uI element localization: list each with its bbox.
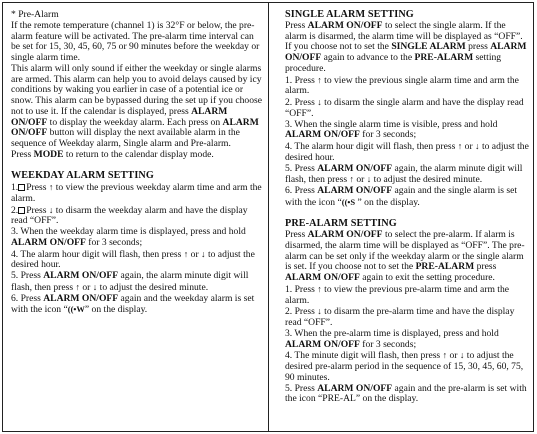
column-divider	[268, 2, 269, 432]
down-arrow-icon: ↓	[317, 97, 322, 107]
weekday-step-1: 1. Press ↑ to view the previous weekday alarm time and arm the alarm.	[11, 182, 262, 204]
prealarm-note-title: * Pre-Alarm	[11, 9, 59, 20]
weekday-step-3: 3. When the weekday alarm time is displayed, press and hold ALARM ON/OFF for 3 seconds;	[11, 226, 246, 248]
right-column	[285, 10, 529, 405]
prealarm-step-2: 2. Press ↓ to disarm the pre-alarm time and have the display read “OFF”.	[285, 306, 515, 328]
single-heading: SINGLE ALARM SETTING	[285, 9, 414, 20]
up-arrow-icon: ↑	[48, 182, 54, 192]
down-arrow-icon: ↓	[92, 281, 98, 292]
left-column	[11, 10, 262, 316]
prealarm-note-detail: This alarm will only sound if either the weekday or single alarms are armed. This alarm can help you to avoid delays caused by icy conditions by waking you earlier in case of a potential ice or snow. This alarm can be bypassed during the set up if you choose not to use it. If the calendar is displayed, press ALARM ON/OFF to display the weekday alarm. Each press on ALARM ON/OFF button will display the next available alarm in the sequence of Weekday alarm, Single alarm and Pre-alarm.	[11, 62, 262, 149]
prealarm-step-3: 3. When the pre-alarm time is displayed, press and hold ALARM ON/OFF for 3 seconds;	[285, 327, 499, 350]
weekday-step-4: 4. The alarm hour digit will flash, then press ↑ or ↓ to adjust the desired hour.	[11, 248, 255, 271]
down-arrow-icon: ↓	[475, 141, 480, 151]
weekday-step-5: 5. Press ALARM ON/OFF again, the alarm minute digit will flash, then press ↑ or ↓ to adjust the desired minute.	[11, 270, 249, 293]
down-arrow-icon: ↓	[366, 174, 372, 185]
prealarm-note-body: If the remote temperature (channel 1) is 32°F or below, the pre-alarm feature will be activated. The pre-alarm time interval can be set for 15, 30, 45, 60, 75 or 90 minutes before the weekday or single alarm time.	[11, 19, 260, 63]
up-arrow-icon: ↑	[457, 141, 463, 151]
weekday-step-2: 2. Press ↓ to disarm the weekday alarm and have the display read “OFF”.	[11, 204, 248, 227]
single-step-3: 3. When the single alarm time is visible, press and hold ALARM ON/OFF for 3 seconds;	[285, 118, 498, 141]
checkbox-icon	[18, 207, 25, 214]
down-arrow-icon: ↓	[48, 204, 54, 215]
single-step-4: 4. The alarm hour digit will flash, then press ↑ or ↓ to adjust the desired hour.	[285, 141, 529, 163]
up-arrow-icon: ↑	[349, 174, 354, 185]
up-arrow-icon: ↑	[317, 74, 322, 85]
down-arrow-icon: ↓	[459, 350, 465, 361]
prealarm-intro: Press ALARM ON/OFF to select the pre-alarm. If alarm is disarmed, the alarm time will be displayed as “OFF”. The pre-alarm can be set only if the weekday alarm or the single alarm is set. If you choose not to set the PRE-ALARM press ALARM ON/OFF again to exit the setting procedure.	[285, 229, 525, 283]
prealarm-step-5: 5. Press ALARM ON/OFF again and the pre-alarm is set with the icon “PRE-AL” on the display.	[285, 382, 527, 405]
single-intro: Press ALARM ON/OFF to select the single alarm. If the alarm is disarmed, the alarm time will be displayed as “OFF”. If you choose not to set the SINGLE ALARM press ALARM ON/OFF again to advance to the PRE-ALARM setting procedure.	[285, 19, 527, 74]
up-arrow-icon: ↑	[75, 281, 80, 292]
up-arrow-icon: ↑	[183, 248, 189, 259]
single-step-6: 6. Press ALARM ON/OFF again and the single alarm is set with the icon “((•S ” on the display.	[285, 185, 518, 208]
prealarm-note-mode: Press MODE to return to the calendar display mode.	[11, 148, 214, 160]
checkbox-icon	[18, 184, 25, 191]
up-arrow-icon: ↑	[317, 283, 322, 294]
single-step-1: 1. Press ↑ to view the previous single alarm time and arm the alarm.	[285, 74, 519, 97]
up-arrow-icon: ↑	[442, 350, 448, 361]
prealarm-step-1: 1. Press ↑ to view the previous pre-alarm time and arm the alarm.	[285, 283, 510, 306]
prealarm-heading: PRE-ALARM SETTING	[285, 218, 397, 230]
single-step-2: 2. Press ↓ to disarm the single alarm and have the display read “OFF”.	[285, 97, 524, 119]
single-alarm-icon: ((•S	[341, 196, 356, 207]
single-step-5: 5. Press ALARM ON/OFF again, the alarm minute digit will flash, then press ↑ or ↓ to adjust the desired minute.	[285, 162, 523, 186]
weekday-alarm-icon: ((•W	[67, 304, 85, 315]
down-arrow-icon: ↓	[317, 306, 322, 317]
weekday-step-6: 6. Press ALARM ON/OFF again and the weekday alarm is set with the icon “((•W” on the display.	[11, 292, 255, 316]
down-arrow-icon: ↓	[201, 248, 206, 259]
prealarm-step-4: 4. The minute digit will flash, then press ↑ or ↓ to adjust the desired pre-alarm period in the sequence of 15, 30, 45, 60, 75, 90 minutes.	[285, 350, 524, 383]
weekday-heading: WEEKDAY ALARM SETTING	[11, 170, 154, 182]
